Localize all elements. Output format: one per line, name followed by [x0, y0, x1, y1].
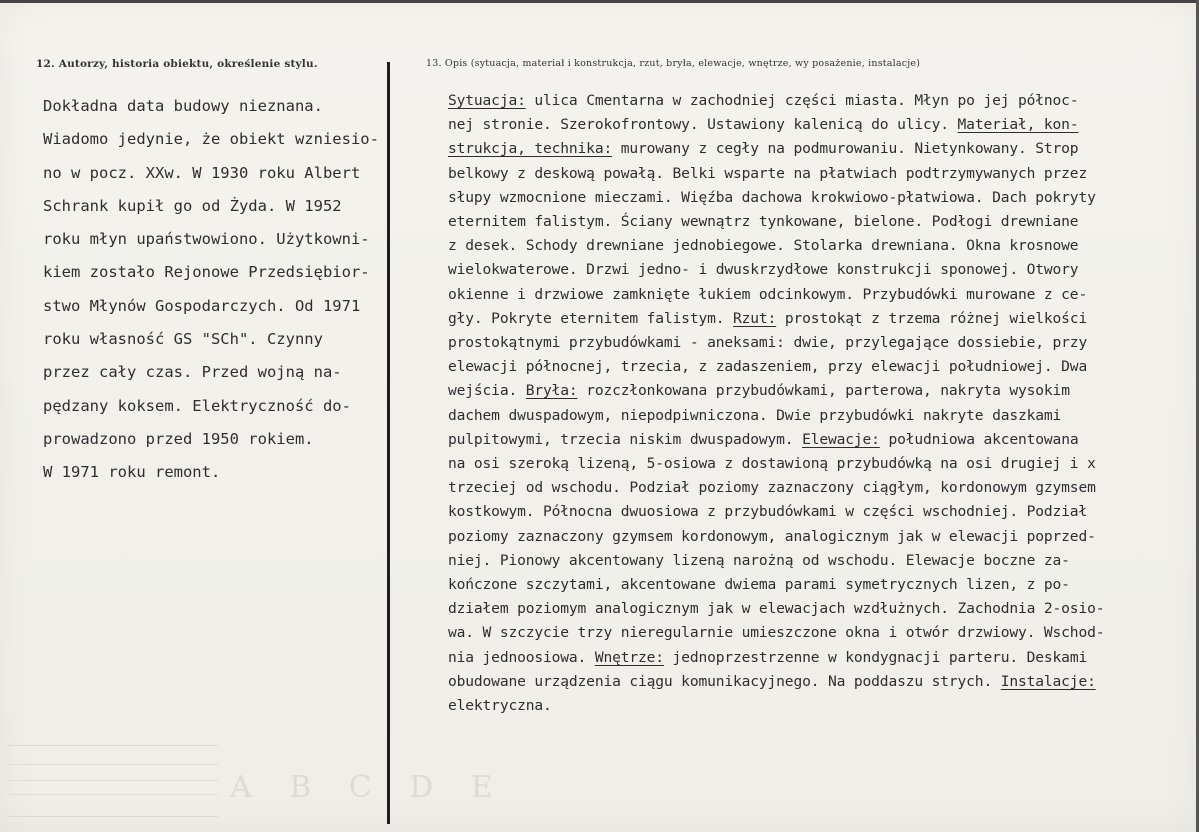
line-text: południowa akcentowana	[879, 430, 1079, 448]
line-text: poziomy zaznaczony gzymsem kordonowym, analogicznym jak w elewacji poprzed-	[448, 527, 1096, 545]
underlined-label: Bryła:	[525, 382, 578, 400]
underlined-label: strukcja, technika:	[448, 140, 613, 158]
line-text: wa. W szczycie trzy nieregularnie umieszczone okna i otwór drzwiowy. Wschod-	[448, 624, 1105, 642]
card-top-edge	[0, 0, 1199, 3]
line-text: prostokątnymi przybudówkami - aneksami: dwie, przylegające dossiebie, przy	[448, 334, 1088, 352]
text-line: stwo Młynów Gospodarczych. Od 1971	[43, 296, 361, 315]
line-text: wielokwaterowe. Drzwi jedno- i dwuskrzydłowe konstrukcji sponowej. Otwory	[448, 261, 1079, 279]
text-line: Schrank kupił go od Żyda. W 1952	[43, 196, 342, 215]
line-text: z desek. Schody drewniane jednobiegowe. Stolarka drewniana. Okna krosnowe	[448, 237, 1079, 255]
text-line	[448, 210, 1188, 234]
text-line: roku własność GS "SCh". Czynny	[43, 330, 323, 349]
text-line	[448, 573, 1188, 597]
text-line: kiem zostało Rejonowe Przedsiębior-	[43, 263, 370, 282]
line-text: okienne i drzwiowe zamknięte łukiem odcinkowym. Przybudówki murowane z ce-	[448, 285, 1088, 303]
text-line	[448, 646, 1188, 670]
text-line	[448, 234, 1188, 258]
text-line: pędzany koksem. Elektryczność do-	[43, 396, 351, 415]
text-line	[448, 476, 1188, 500]
text-line	[448, 452, 1188, 476]
text-line: Dokładna data budowy nieznana.	[43, 97, 323, 115]
underlined-label: Wnętrze:	[594, 648, 664, 666]
underlined-label: Materiał, kon-	[957, 116, 1079, 134]
faded-stamp	[8, 745, 218, 817]
line-text: elewacji północnej, trzecia, z zadaszeniem, przy elewacji południowej. Dwa	[448, 358, 1088, 376]
text-line	[448, 404, 1188, 428]
underlined-label: Sytuacja:	[448, 92, 526, 109]
line-text: elektryczna.	[448, 697, 552, 715]
line-text: kończone szczytami, akcentowane dwiema parami symetrycznych lizen, z po-	[448, 576, 1070, 594]
underlined-label: Elewacje:	[802, 430, 880, 448]
text-line	[448, 428, 1188, 452]
line-text: nia jednoosiowa.	[448, 648, 595, 666]
text-line	[448, 355, 1188, 379]
line-text: obudowane urządzenia ciągu komunikacyjnego. Na poddaszu strych.	[448, 672, 1001, 690]
line-text: eternitem falistym. Ściany wewnątrz tynkowane, bielone. Podłogi drewniane	[448, 213, 1079, 231]
text-line: roku młyn upaństwowiono. Użytkowni-	[43, 230, 370, 249]
section-12-heading: 12. Autorzy, historia obiektu, określenie stylu.	[36, 58, 318, 70]
section-12-text	[43, 90, 388, 490]
faded-letter-row: A B C D E	[230, 770, 507, 805]
text-line	[448, 258, 1188, 282]
text-line	[448, 137, 1188, 161]
text-line	[448, 525, 1188, 549]
line-text: murowany z cegły na podmurowaniu. Nietynkowany. Strop	[612, 140, 1079, 158]
section-13-heading: 13. Opis (sytuacja, materiał i konstrukcja, rzut, bryła, elewacje, wnętrze, wy posażenie, instalacje)	[426, 58, 921, 69]
text-line: no w pocz. XXw. W 1930 roku Albert	[43, 163, 361, 182]
line-text: rozczłonkowana przybudówkami, parterowa, nakryta wysokim	[577, 382, 1070, 400]
line-text: kostkowym. Północna dwuosiowa z przybudówkami w części wschodniej. Podział	[448, 503, 1088, 521]
line-text: dachem dwuspadowym, niepodpiwniczona. Dwie przybudówki nakryte daszkami	[448, 406, 1062, 424]
underlined-label: Instalacje:	[1000, 672, 1096, 690]
text-line	[448, 549, 1188, 573]
line-text: prostokąt z trzema różnej wielkości	[776, 309, 1088, 327]
text-line	[448, 113, 1188, 137]
text-line	[448, 500, 1188, 524]
line-text: jednoprzestrzenne w kondygnacji parteru. Deskami	[663, 648, 1088, 666]
text-line	[448, 283, 1188, 307]
line-text: wejścia.	[448, 382, 526, 400]
line-text: pulpitowymi, trzecia niskim dwuspadowym.	[448, 430, 803, 448]
text-line: W 1971 roku remont.	[43, 463, 221, 482]
line-text: gły. Pokryte eternitem falistym.	[448, 309, 733, 327]
text-line: prowadzono przed 1950 rokiem.	[43, 429, 314, 448]
line-text: trzeciej od wschodu. Podział poziomy zaznaczony ciągłym, kordonowym gzymsem	[448, 479, 1096, 497]
line-text: nej stronie. Szerokofrontowy. Ustawiony kalenicą do ulicy.	[448, 116, 958, 134]
text-line: Wiadomo jedynie, że obiekt wzniesio-	[43, 130, 379, 149]
text-line	[448, 162, 1188, 186]
line-text: działem poziomym analogicznym jak w elewacjach wzdłużnych. Zachodnia 2-osio-	[448, 600, 1105, 618]
text-line	[448, 89, 1188, 113]
text-line	[448, 307, 1188, 331]
line-text: belkowy z deskową powałą. Belki wsparte na płatwiach podtrzymywanych przez	[448, 164, 1088, 182]
line-text: ulica Cmentarna w zachodniej części miasta. Młyn po jej północ-	[525, 92, 1079, 109]
text-line	[448, 597, 1188, 621]
underlined-label: Rzut:	[733, 309, 777, 327]
line-text: na osi szeroką lizeną, 5-osiowa z dostawioną przybudówką na osi drugiej i x	[448, 455, 1096, 473]
text-line	[448, 379, 1188, 403]
text-line	[448, 331, 1188, 355]
text-line: przez cały czas. Przed wojną na-	[43, 363, 342, 382]
text-line	[448, 694, 1188, 718]
section-13-text	[448, 89, 1188, 718]
line-text: słupy wzmocnione mieczami. Więźba dachowa krokwiowo-płatwiowa. Dach pokryty	[448, 188, 1096, 206]
text-line	[448, 186, 1188, 210]
text-line	[448, 670, 1188, 694]
line-text: niej. Pionowy akcentowany lizeną narożną od wschodu. Elewacje boczne za-	[448, 551, 1070, 569]
text-line	[448, 621, 1188, 645]
